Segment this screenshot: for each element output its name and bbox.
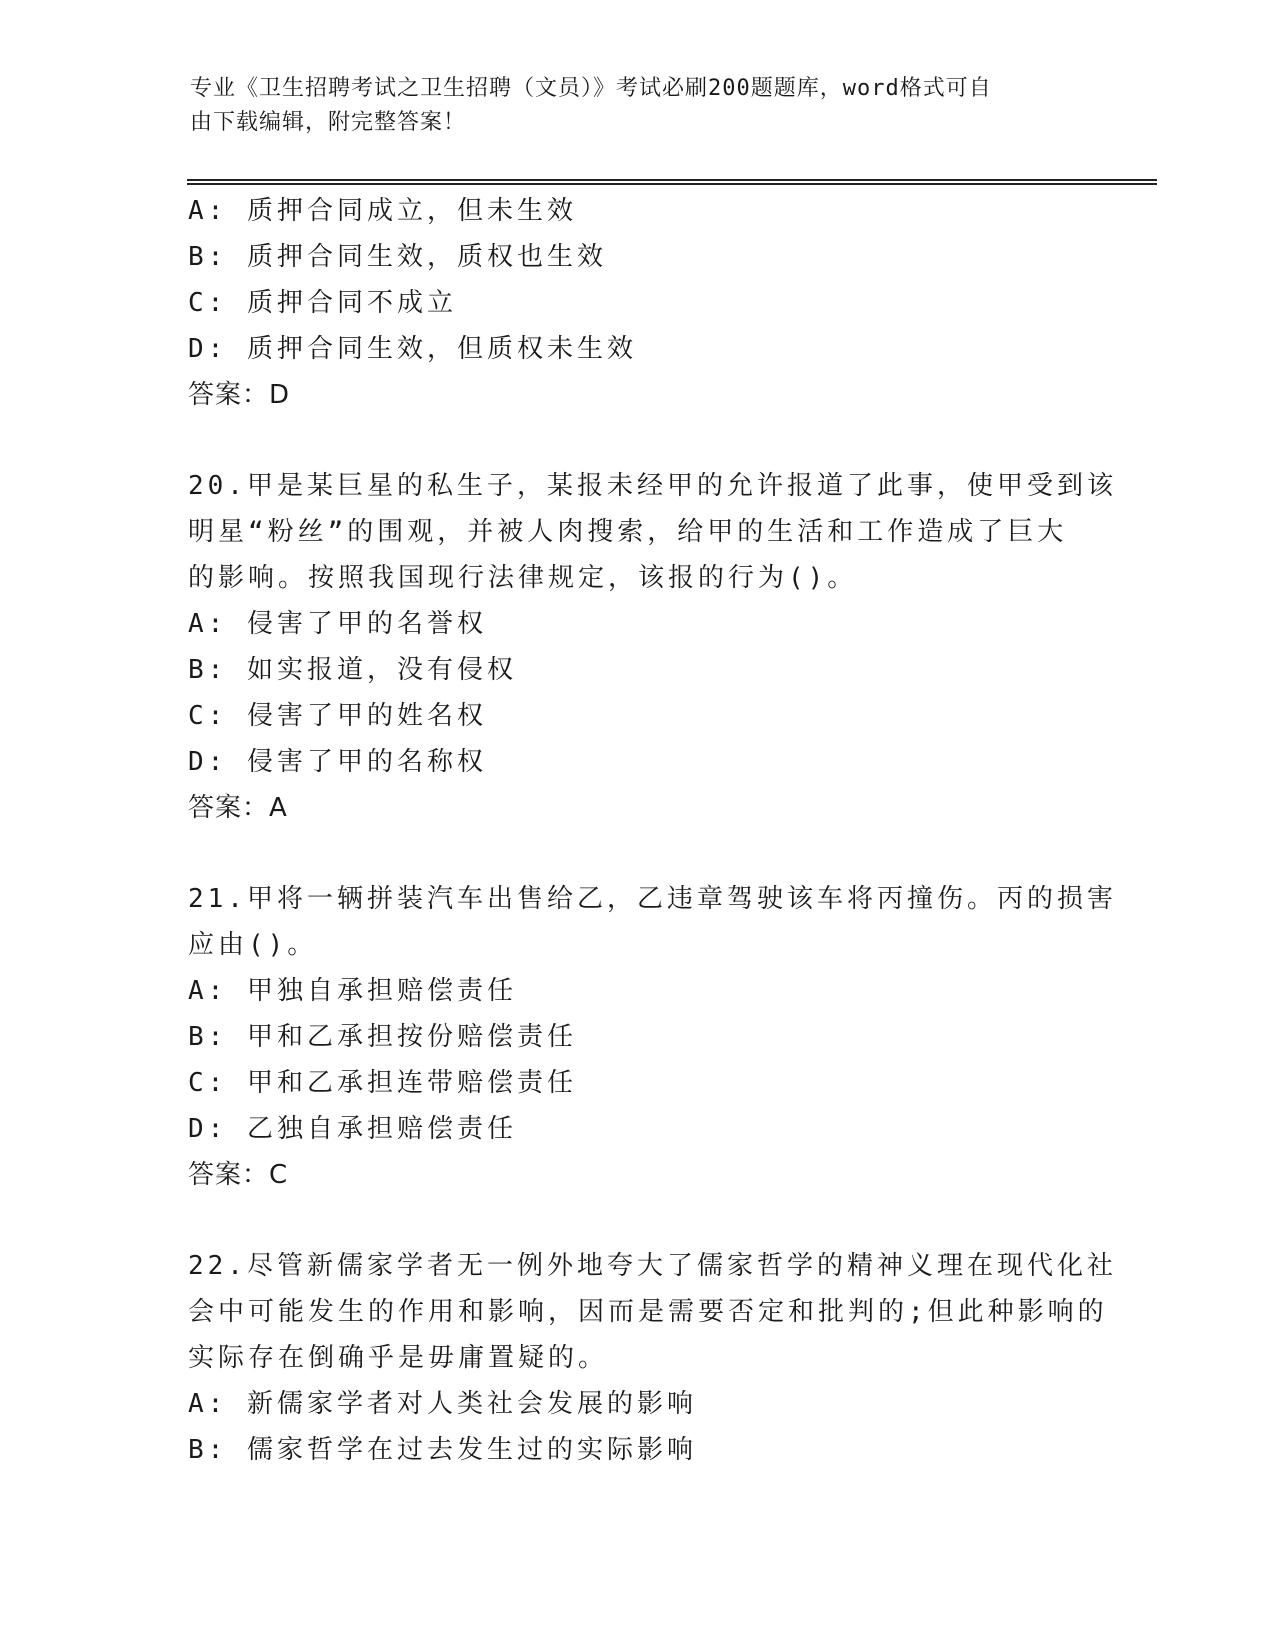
option-a: A: 质押合同成立，但未生效 bbox=[188, 196, 577, 226]
question-19 bbox=[188, 188, 1088, 418]
option-a: A: 侵害了甲的名誉权 bbox=[188, 609, 487, 639]
option-b: B: 儒家哲学在过去发生过的实际影响 bbox=[188, 1435, 697, 1465]
question-stem-line: 实际存在倒确乎是毋庸置疑的。 bbox=[188, 1343, 609, 1373]
option-a: A: 甲独自承担赔偿责任 bbox=[188, 976, 517, 1006]
option-c: C: 甲和乙承担连带赔偿责任 bbox=[188, 1068, 577, 1098]
option-b: B: 甲和乙承担按份赔偿责任 bbox=[188, 1022, 577, 1052]
question-stem-line: 21.甲将一辆拼装汽车出售给乙，乙违章驾驶该车将丙撞伤。丙的损害 bbox=[188, 884, 1117, 914]
spacer bbox=[188, 831, 1088, 876]
spacer bbox=[188, 1198, 1088, 1243]
question-list bbox=[188, 188, 1117, 1473]
question-stem-line: 22.尽管新儒家学者无一例外地夸大了儒家哲学的精神义理在现代化社 bbox=[188, 1251, 1117, 1281]
answer: 答案：D bbox=[188, 380, 291, 410]
option-a: A: 新儒家学者对人类社会发展的影响 bbox=[188, 1389, 697, 1419]
header-line-2: 由下载编辑，附完整答案！ bbox=[190, 110, 467, 135]
question-stem-line: 20.甲是某巨星的私生子，某报未经甲的允许报道了此事，使甲受到该 bbox=[188, 471, 1117, 501]
option-d: D: 侵害了甲的名称权 bbox=[188, 747, 487, 777]
option-d: D: 质押合同生效，但质权未生效 bbox=[188, 334, 637, 364]
option-d: D: 乙独自承担赔偿责任 bbox=[188, 1114, 517, 1144]
option-c: C: 质押合同不成立 bbox=[188, 288, 457, 318]
header-line-1: 专业《卫生招聘考试之卫生招聘（文员）》考试必刷200题题库，word格式可自 bbox=[190, 76, 992, 101]
answer: 答案：A bbox=[188, 793, 288, 823]
header-divider-bottom bbox=[187, 183, 1157, 185]
header-divider-top bbox=[187, 179, 1157, 181]
question-20 bbox=[188, 463, 1117, 831]
question-stem-line: 会中可能发生的作用和影响，因而是需要否定和批判的;但此种影响的 bbox=[188, 1297, 1108, 1327]
question-stem-line: 明星“粉丝”的围观，并被人肉搜索，给甲的生活和工作造成了巨大 bbox=[188, 517, 1068, 547]
option-c: C: 侵害了甲的姓名权 bbox=[188, 701, 487, 731]
question-21 bbox=[188, 876, 1117, 1198]
option-b: B: 质押合同生效，质权也生效 bbox=[188, 242, 607, 272]
answer: 答案：C bbox=[188, 1160, 289, 1190]
spacer bbox=[188, 418, 1088, 463]
option-b: B: 如实报道，没有侵权 bbox=[188, 655, 517, 685]
question-stem-line: 的影响。按照我国现行法律规定，该报的行为()。 bbox=[188, 563, 858, 593]
question-22 bbox=[188, 1243, 1117, 1473]
document-header bbox=[190, 72, 1080, 140]
question-stem-line: 应由()。 bbox=[188, 930, 318, 960]
